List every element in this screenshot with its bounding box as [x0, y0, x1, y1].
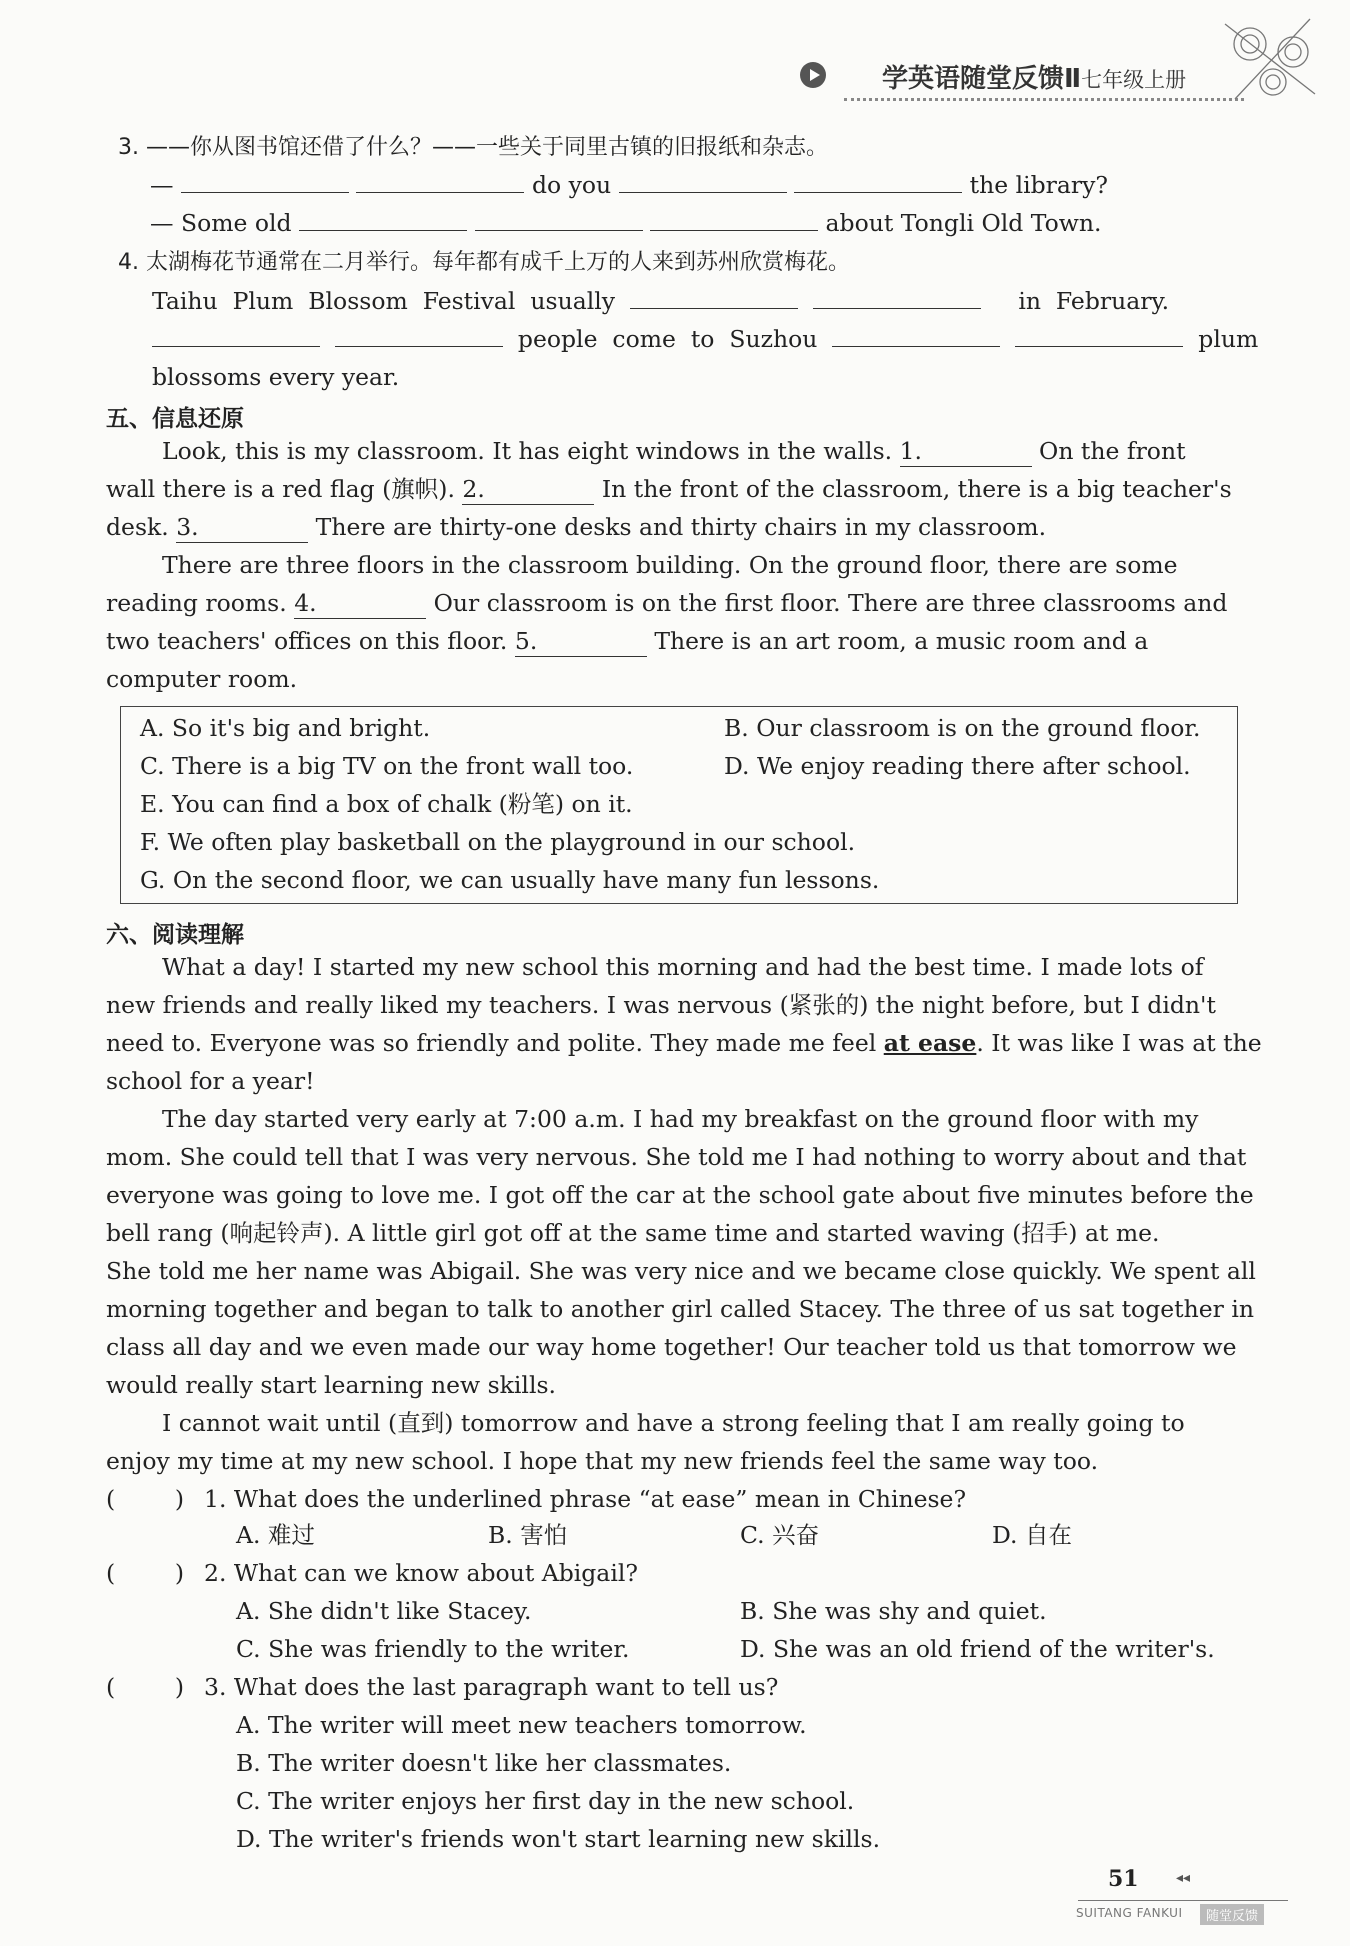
blank[interactable]	[475, 208, 643, 231]
blank[interactable]	[650, 208, 818, 231]
section-6-title: 六、阅读理解	[106, 922, 244, 948]
passage-line: bell rang (响起铃声). A little girl got off at the same time and started waving (招手) at me.	[106, 1219, 1160, 1247]
s5-line-2: wall there is a red flag (旗帜). 2. In the front of the classroom, there is a big teacher's	[106, 475, 1232, 503]
s5-line-5: reading rooms. 4. Our classroom is on the first floor. There are three classrooms and	[106, 589, 1228, 617]
passage-line: She told me her name was Abigail. She was very nice and we became close quickly. We spent all	[106, 1257, 1256, 1285]
q1-option-a: A. 难过	[236, 1521, 315, 1549]
blank[interactable]	[630, 286, 798, 309]
passage-line: school for a year!	[106, 1067, 315, 1095]
footer-tag: 随堂反馈	[1200, 1904, 1264, 1925]
page-number: 51	[1108, 1866, 1139, 1892]
option-a: A. So it's big and bright.	[140, 714, 431, 742]
q3-option-c: C. The writer enjoys her first day in the new school.	[236, 1787, 855, 1815]
option-b: B. Our classroom is on the ground floor.	[724, 714, 1201, 742]
blank[interactable]	[794, 170, 962, 193]
option-d: D. We enjoy reading there after school.	[724, 752, 1191, 780]
blank[interactable]	[335, 324, 503, 347]
passage-line: need to. Everyone was so friendly and polite. They made me feel at ease. It was like I was at the	[106, 1029, 1262, 1057]
blank[interactable]	[1015, 324, 1183, 347]
option-f: F. We often play basketball on the playground in our school.	[140, 828, 856, 856]
footer-english: SUITANG FANKUI	[1076, 1906, 1183, 1920]
q1-option-c: C. 兴奋	[740, 1521, 820, 1549]
q3-line1: — do you the library?	[150, 171, 1109, 199]
passage-line: The day started very early at 7:00 a.m. I had my breakfast on the ground floor with my	[162, 1105, 1199, 1133]
q2-option-c: C. She was friendly to the writer.	[236, 1635, 630, 1663]
answer-paren[interactable]: ( )	[106, 1673, 185, 1701]
s5-line-1: Look, this is my classroom. It has eight windows in the walls. 1. On the front	[162, 437, 1186, 465]
option-c: C. There is a big TV on the front wall too.	[140, 752, 634, 780]
blank[interactable]	[181, 170, 349, 193]
passage-line: morning together and began to talk to another girl called Stacey. The three of us sat together in	[106, 1295, 1255, 1323]
q3-line2: — Some old about Tongli Old Town.	[150, 209, 1102, 237]
answer-paren[interactable]: ( )	[106, 1485, 185, 1513]
passage-line: What a day! I started my new school this morning and had the best time. I made lots of	[162, 953, 1204, 981]
answer-blank-1[interactable]: 1.	[900, 436, 1032, 467]
q4-line2: people come to Suzhou plum	[152, 324, 1258, 354]
s5-line-7: computer room.	[106, 665, 298, 693]
q2-option-d: D. She was an old friend of the writer's.	[740, 1635, 1215, 1663]
section-5-title: 五、信息还原	[106, 406, 244, 432]
option-e: E. You can find a box of chalk (粉笔) on it.	[140, 790, 633, 818]
flower-decoration-icon	[1215, 14, 1325, 104]
q2-option-a: A. She didn't like Stacey.	[236, 1597, 532, 1625]
q3-chinese: 3. ——你从图书馆还借了什么？——一些关于同里古镇的旧报纸和杂志。	[118, 135, 828, 160]
blank[interactable]	[299, 208, 467, 231]
play-icon	[800, 62, 826, 88]
answer-blank-5[interactable]: 5.	[515, 626, 647, 657]
q2-option-b: B. She was shy and quiet.	[740, 1597, 1047, 1625]
s5-line-6: two teachers' offices on this floor. 5. There is an art room, a music room and a	[106, 627, 1149, 655]
passage-line: class all day and we even made our way home together! Our teacher told us that tomorrow we	[106, 1333, 1237, 1361]
page-header	[800, 54, 1230, 94]
s5-line-3: desk. 3. There are thirty-one desks and thirty chairs in my classroom.	[106, 513, 1047, 541]
q3-option-b: B. The writer doesn't like her classmates.	[236, 1749, 732, 1777]
q1-option-d: D. 自在	[992, 1521, 1072, 1549]
q3-option-d: D. The writer's friends won't start learning new skills.	[236, 1825, 881, 1853]
passage-line: mom. She could tell that I was very nervous. She told me I had nothing to worry about and that	[106, 1143, 1247, 1171]
q4-line3: blossoms every year.	[152, 363, 400, 391]
option-g: G. On the second floor, we can usually have many fun lessons.	[140, 866, 880, 894]
q4-line1: Taihu Plum Blossom Festival usually in February.	[152, 287, 1170, 315]
s5-line-4: There are three floors in the classroom building. On the ground floor, there are some	[162, 551, 1178, 579]
question-3-stem: 3. What does the last paragraph want to tell us?	[204, 1673, 779, 1701]
question-2-stem: 2. What can we know about Abigail?	[204, 1559, 638, 1587]
book-title: 学英语随堂反馈Ⅱ七年级上册	[882, 64, 1187, 94]
arrow-left-icon: ◂◂	[1176, 1870, 1191, 1886]
q4-chinese: 4. 太湖梅花节通常在二月举行。每年都有成千上万的人来到苏州欣赏梅花。	[118, 250, 850, 275]
blank[interactable]	[152, 324, 320, 347]
question-1-stem: 1. What does the underlined phrase “at ease” mean in Chinese?	[204, 1485, 967, 1513]
header-dotted-rule	[844, 98, 1244, 101]
answer-blank-4[interactable]: 4.	[294, 588, 426, 619]
passage-line: I cannot wait until (直到) tomorrow and have a strong feeling that I am really going to	[162, 1409, 1185, 1437]
answer-blank-2[interactable]: 2.	[462, 474, 594, 505]
answer-paren[interactable]: ( )	[106, 1559, 185, 1587]
underlined-phrase: at ease	[883, 1029, 977, 1057]
passage-line: enjoy my time at my new school. I hope that my new friends feel the same way too.	[106, 1447, 1099, 1475]
passage-line: would really start learning new skills.	[106, 1371, 556, 1399]
answer-blank-3[interactable]: 3.	[176, 512, 308, 543]
q1-option-b: B. 害怕	[488, 1521, 568, 1549]
footer-rule	[1078, 1900, 1288, 1901]
blank[interactable]	[356, 170, 524, 193]
blank[interactable]	[619, 170, 787, 193]
passage-line: everyone was going to love me. I got off the car at the school gate about five minutes before the	[106, 1181, 1254, 1209]
passage-line: new friends and really liked my teachers. I was nervous (紧张的) the night before, but I didn't	[106, 991, 1216, 1019]
blank[interactable]	[832, 324, 1000, 347]
q3-option-a: A. The writer will meet new teachers tomorrow.	[236, 1711, 807, 1739]
blank[interactable]	[813, 286, 981, 309]
